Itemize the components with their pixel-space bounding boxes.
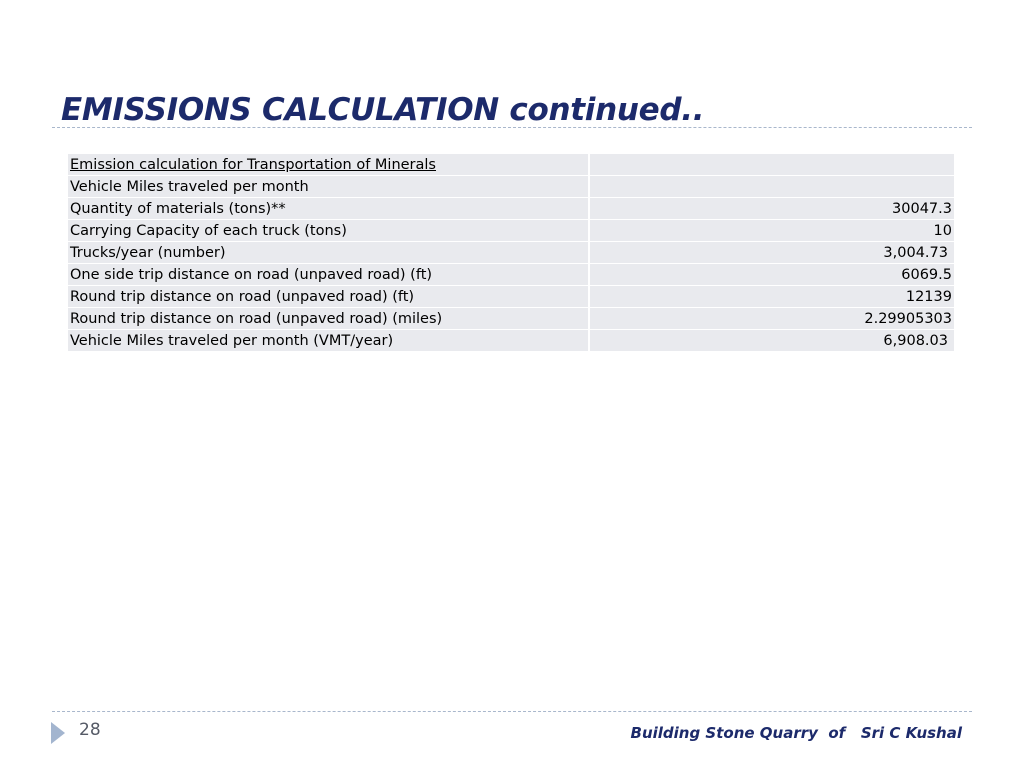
- row-value: 3,004.73: [589, 242, 954, 264]
- table-row: [68, 308, 954, 330]
- emissions-table: [68, 154, 954, 352]
- table-row: [68, 220, 954, 242]
- table-row: [68, 330, 954, 352]
- table-row: [68, 242, 954, 264]
- table-row: [68, 286, 954, 308]
- row-label: Trucks/year (number): [68, 242, 589, 264]
- row-label: Carrying Capacity of each truck (tons): [68, 220, 589, 242]
- footer-caption: Building Stone Quarry of Sri C Kushal: [630, 724, 962, 742]
- page-number: 28: [79, 720, 101, 740]
- table-row: [68, 198, 954, 220]
- title-divider: [52, 127, 972, 128]
- row-label: Quantity of materials (tons)**: [68, 198, 589, 220]
- triangle-bullet-icon: [51, 722, 65, 744]
- row-label: One side trip distance on road (unpaved road) (ft): [68, 264, 589, 286]
- table-row: [68, 154, 954, 176]
- row-value: [589, 154, 954, 176]
- row-value: 6069.5: [589, 264, 954, 286]
- row-label: Round trip distance on road (unpaved road) (miles): [68, 308, 589, 330]
- table-row: [68, 264, 954, 286]
- row-value: 6,908.03: [589, 330, 954, 352]
- row-label: Vehicle Miles traveled per month: [68, 176, 589, 198]
- row-value: [589, 176, 954, 198]
- row-value: 2.29905303: [589, 308, 954, 330]
- row-value: 12139: [589, 286, 954, 308]
- row-value: 30047.3: [589, 198, 954, 220]
- row-label: Vehicle Miles traveled per month (VMT/year): [68, 330, 589, 352]
- footer-divider: [52, 711, 972, 712]
- row-value: 10: [589, 220, 954, 242]
- table-row: [68, 176, 954, 198]
- row-label: Round trip distance on road (unpaved road) (ft): [68, 286, 589, 308]
- row-label: Emission calculation for Transportation of Minerals: [68, 154, 589, 176]
- slide-title: EMISSIONS CALCULATION continued..: [61, 92, 705, 128]
